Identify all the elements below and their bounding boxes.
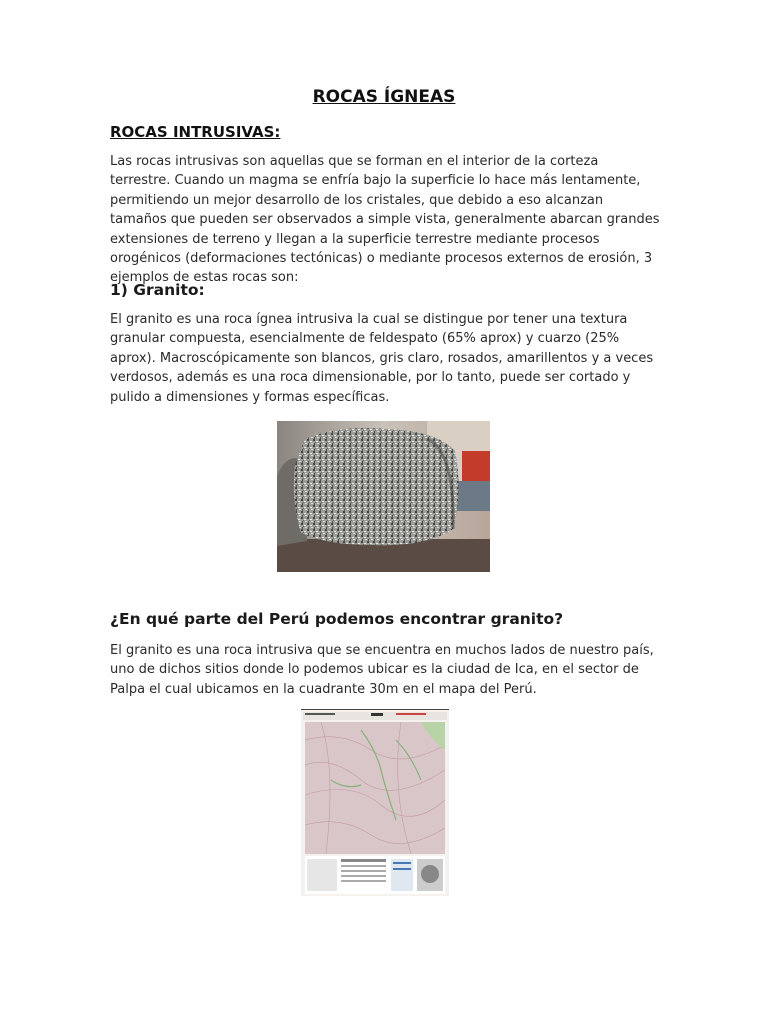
granite-rock-photo xyxy=(277,421,490,572)
granite-rock-image xyxy=(277,421,490,572)
map-image xyxy=(301,710,449,896)
document-title: ROCAS ÍGNEAS xyxy=(312,87,456,107)
section-title: ROCAS INTRUSIVAS: xyxy=(110,123,281,141)
location-heading: ¿En qué parte del Perú podemos encontrar granito? xyxy=(110,610,564,628)
peru-geologic-map xyxy=(301,709,449,896)
granite-paragraph: El granito es una roca ígnea intrusiva la cual se distingue por tener una textura granular compuesta, esencialmente de feldespato (65% aprox) y cuarzo (25% aprox). Macroscópicamente son blancos, gris claro, rosados, amarillentos y a veces verdosos, además es una roca dimensionable, por lo tanto, puede ser cortado y pulido a dimensiones y formas específicas. xyxy=(110,312,654,405)
location-paragraph: El granito es una roca intrusiva que se encuentra en muchos lados de nuestro país, uno de dichos sitios donde lo podemos ubicar es la ciudad de Ica, en el sector de Palpa el cual ubicamos en la cuadrante 30m en el mapa del Perú. xyxy=(110,643,654,697)
intro-paragraph: Las rocas intrusivas son aquellas que se forman en el interior de la corteza terrestre. Cuando un magma se enfría bajo la superficie lo hace más lentamente, permitiendo un mejor desarrollo de los cristales, que debido a eso alcanzan tamaños que pueden ser observados a simple vista, generalmente abarcan grandes extensiones de terreno y llegan a la superficie terrestre mediante procesos orogénicos (deformaciones tectónicas) o mediante procesos externos de erosión, 3 ejemplos de estas rocas son: xyxy=(110,154,660,286)
granite-heading: 1) Granito: xyxy=(110,281,205,299)
